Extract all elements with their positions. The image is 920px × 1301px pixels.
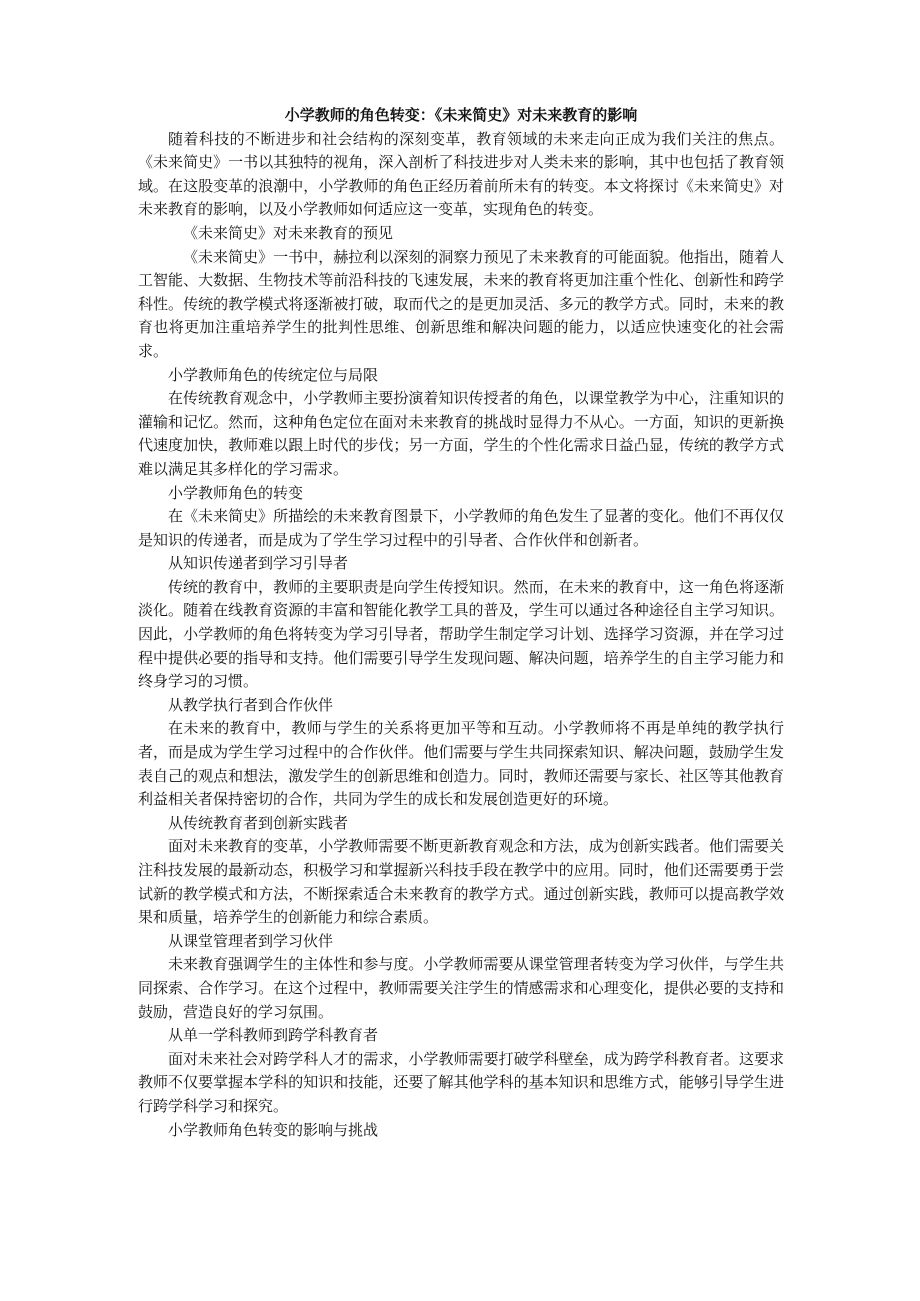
- section-heading: 《未来简史》对未来教育的预见: [183, 223, 394, 242]
- paragraph: 在《未来简史》所描绘的未来教育图景下，小学教师的角色发生了显著的变化。他们不再仅仅是知识的传递者，而是成为了学生学习过程中的引导者、合作伙伴和创新者。: [138, 507, 784, 549]
- paragraph: 在未来的教育中，教师与学生的关系将更加平等和互动。小学教师将不再是单纯的教学执行者，而是成为学生学习过程中的合作伙伴。他们需要与学生共同探索知识、解决问题，鼓励学生发表自己的观点和想法，激发学生的创新思维和创造力。同时，教师还需要与家长、社区等其他教育利益相关者保持密切的合作，共同为学生的成长和发展创造更好的环境。: [138, 719, 784, 809]
- document-title: 小学教师的角色转变：《未来简史》对未来教育的影响: [284, 106, 638, 124]
- section-heading: 小学教师角色转变的影响与挑战: [168, 1120, 379, 1139]
- subsection-heading: 从传统教育者到创新实践者: [168, 813, 349, 832]
- subsection-heading: 从知识传递者到学习引导者: [168, 554, 349, 573]
- paragraph: 在传统教育观念中，小学教师主要扮演着知识传授者的角色，以课堂教学为中心，注重知识的灌输和记忆。然而，这种角色定位在面对未来教育的挑战时显得力不从心。一方面，知识的更新换代速度加快，教师难以跟上时代的步伐；另一方面，学生的个性化需求日益凸显，传统的教学方式难以满足其多样化的学习需求。: [138, 389, 784, 478]
- section-heading: 小学教师角色的传统定位与局限: [168, 365, 379, 384]
- paragraph: 面对未来教育的变革，小学教师需要不断更新教育观念和方法，成为创新实践者。他们需要关注科技发展的最新动态，积极学习和掌握新兴科技手段在教学中的应用。同时，他们还需要勇于尝试新的教学模式和方法，不断探索适合未来教育的教学方式。通过创新实践，教师可以提高教学效果和质量，培养学生的创新能力和综合素质。: [138, 837, 784, 927]
- subsection-heading: 从单一学科教师到跨学科教育者: [168, 1026, 379, 1045]
- subsection-heading: 从课堂管理者到学习伙伴: [168, 931, 334, 950]
- paragraph-intro: 随着科技的不断进步和社会结构的深刻变革，教育领域的未来走向正成为我们关注的焦点。《未来简史》一书以其独特的视角，深入剖析了科技进步对人类未来的影响，其中也包括了教育领域。在这股变革的浪潮中，小学教师的角色正经历着前所未有的转变。本文将探讨《未来简史》对未来教育的影响，以及小学教师如何适应这一变革，实现角色的转变。: [138, 129, 784, 219]
- paragraph: 面对未来社会对跨学科人才的需求，小学教师需要打破学科壁垒，成为跨学科教育者。这要求教师不仅要掌握本学科的知识和技能，还要了解其他学科的基本知识和思维方式，能够引导学生进行跨学科学习和探究。: [138, 1049, 784, 1115]
- paragraph: 未来教育强调学生的主体性和参与度。小学教师需要从课堂管理者转变为学习伙伴，与学生共同探索、合作学习。在这个过程中，教师需要关注学生的情感需求和心理变化，提供必要的支持和鼓励，营造良好的学习氛围。: [138, 955, 784, 1021]
- subsection-heading: 从教学执行者到合作伙伴: [168, 695, 334, 714]
- paragraph: 《未来简史》一书中，赫拉利以深刻的洞察力预见了未来教育的可能面貌。他指出，随着人工智能、大数据、生物技术等前沿科技的飞速发展，未来的教育将更加注重个性化、创新性和跨学科性。传统的教学模式将逐渐被打破，取而代之的是更加灵活、多元的教学方式。同时，未来的教育也将更加注重培养学生的批判性思维、创新思维和解决问题的能力，以适应快速变化的社会需求。: [138, 247, 784, 360]
- section-heading: 小学教师角色的转变: [168, 483, 304, 502]
- paragraph: 传统的教育中，教师的主要职责是向学生传授知识。然而，在未来的教育中，这一角色将逐渐淡化。随着在线教育资源的丰富和智能化教学工具的普及，学生可以通过各种途径自主学习知识。因此，小学教师的角色将转变为学习引导者，帮助学生制定学习计划、选择学习资源，并在学习过程中提供必要的指导和支持。他们需要引导学生发现问题、解决问题，培养学生的自主学习能力和终身学习的习惯。: [138, 577, 784, 691]
- document-body: [138, 100, 784, 1142]
